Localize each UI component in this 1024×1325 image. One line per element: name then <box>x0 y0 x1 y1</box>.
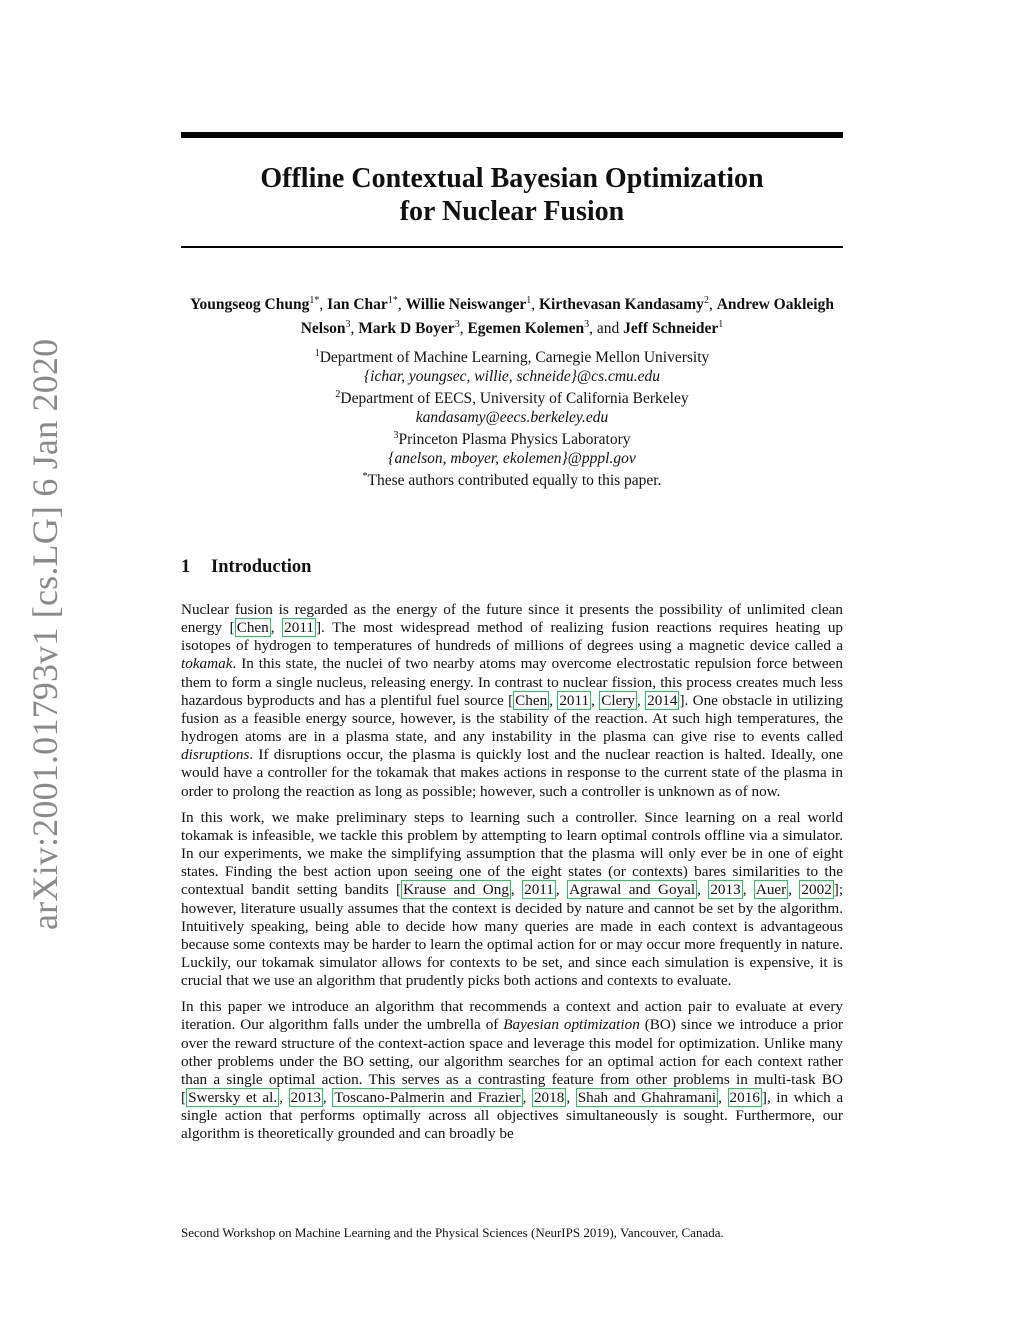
author-separator: , <box>319 296 328 314</box>
citation-link[interactable]: Clery <box>601 691 635 709</box>
affiliation-mark: 3 <box>393 430 399 442</box>
citation-link[interactable]: 2018 <box>533 1089 565 1107</box>
text-run: , <box>279 1089 289 1107</box>
text-run: , <box>718 1089 728 1107</box>
affiliation-email: {anelson, mboyer, ekolemen}@pppl.gov <box>388 449 636 467</box>
author-affiliation-mark: 1 <box>526 295 532 306</box>
affiliation <box>181 427 843 450</box>
author-name: Mark D Boyer <box>358 320 455 338</box>
author <box>623 320 723 337</box>
author <box>406 296 532 313</box>
author-affiliation-mark: 3 <box>454 319 460 331</box>
affiliation <box>181 386 843 409</box>
text-run: , <box>636 691 646 709</box>
affiliation-email: {ichar, youngsec, willie, schneide}@cs.cmu.edu <box>363 367 661 385</box>
paragraph <box>181 601 843 801</box>
title-top-rule <box>181 132 843 138</box>
citation-link[interactable]: 2016 <box>729 1089 760 1107</box>
citation-link[interactable]: 2011 <box>524 881 554 899</box>
author <box>358 320 459 337</box>
text-run: . If disruptions occur, the plasma is quickly lost and the nuclear reaction is halted. Ideally, one would have a controller for the tokamak that makes actions in response to the current state of the plasma in order to prolong the reaction as long as possible; however, such a controller is unknown as of now. <box>181 746 843 800</box>
author-affiliation-mark: 3 <box>584 319 590 331</box>
author-separator: , <box>531 296 539 314</box>
paper-title <box>181 162 843 228</box>
section-heading <box>181 557 311 578</box>
author-separator: , <box>708 296 717 314</box>
paragraph <box>181 809 843 991</box>
author-affiliation-mark: 1 <box>718 319 724 331</box>
text-run: , <box>788 881 800 899</box>
affiliation <box>181 468 843 491</box>
author-separator: , <box>350 320 359 338</box>
emphasis-text: disruptions <box>181 746 250 764</box>
author-name: Egemen Kolemen <box>467 320 585 338</box>
citation-link[interactable]: 2013 <box>290 1089 321 1107</box>
section-title: Introduction <box>211 557 312 577</box>
citation-link[interactable]: 2013 <box>710 881 741 899</box>
paragraph <box>181 998 843 1143</box>
citation-link[interactable]: 2011 <box>559 691 590 709</box>
arxiv-identifier: arXiv:2001.01793v1 [cs.LG] 6 Jan 2020 <box>25 338 65 930</box>
affiliation-name: Department of Machine Learning, Carnegie Mellon University <box>319 349 710 367</box>
citation-link[interactable]: Chen <box>236 619 269 637</box>
citation-link[interactable]: Krause and Ong <box>403 881 509 899</box>
citation-link[interactable]: Shah and Ghahramani <box>577 1089 717 1107</box>
citation-link[interactable]: Toscano-Palmerin and Frazier <box>334 1089 521 1107</box>
citation-link[interactable]: Swersky et al. <box>188 1089 278 1107</box>
text-run: ]; however, literature usually assumes that the context is decided by nature and cannot be set by the algorithm. Intuitively speaking, being able to decide how many queries are made in each context is advantageous because some contexts may be harder to learn the optimal action for or may occur more frequently in nature. Luckily, our tokamak simulator allows for contexts to be set, and since each simulation is expensive, it is crucial that we use an algorithm that prudently picks both actions and contexts to evaluate. <box>181 881 844 990</box>
title-line-1: Offline Contextual Bayesian Optimization <box>260 163 764 194</box>
author-name: Kirthevasan Kandasamy <box>539 296 704 314</box>
author <box>327 296 398 313</box>
citation-link[interactable]: Auer <box>755 881 787 899</box>
affiliation-name: These authors contributed equally to this paper. <box>367 472 662 490</box>
section-number: 1 <box>181 557 191 577</box>
author-affiliation-mark: 3 <box>345 319 351 331</box>
text-run: ]. The most widespread method of realizing fusion reactions requires heating up isotopes of hydrogen to temperatures of hundreds of millions of degrees using a magnetic device called a <box>181 619 844 655</box>
affiliation-list <box>181 345 843 491</box>
author-name: Youngseog Chung <box>190 296 310 314</box>
author-name: Jeff Schneider <box>623 320 719 338</box>
text-run: . In this state, the nuclei of two nearby atoms may overcome electrostatic repulsion force between them to form a single nucleus, releasing energy. In contrast to nuclear fission, this process creates much less hazardous byproducts and has a plentiful fuel source [ <box>181 655 843 709</box>
citation-link[interactable]: 2011 <box>284 619 314 637</box>
author-name: Willie Neiswanger <box>405 296 527 314</box>
affiliation-mark: 1 <box>314 348 320 359</box>
text-run: , <box>270 619 283 637</box>
text-run: ], in which a single action that performs optimally across all objectives simultaneously is sought. Furthermore, our algorithm is theoretically grounded and can broadly be <box>181 1089 844 1143</box>
text-run: , <box>566 1089 576 1107</box>
author-name: Andrew Oakleigh Nelson <box>300 296 834 338</box>
text-run: Nuclear fusion is regarded as the energy of the future since it presents the possibility of unlimited clean energy [ <box>181 601 843 637</box>
citation-link[interactable]: Chen <box>515 691 548 709</box>
text-run: , <box>322 1089 333 1107</box>
text-run: , <box>549 691 558 709</box>
affiliation-name: Department of EECS, University of California Berkeley <box>340 390 689 408</box>
emphasis-text: tokamak <box>181 655 233 673</box>
author-separator: , <box>397 296 406 314</box>
affiliation-email: kandasamy@eecs.berkeley.edu <box>415 408 609 426</box>
text-run: (BO) since we introduce a prior over the reward structure of the context-action space and leverage this model for optimization. Unlike many other problems under the BO setting, our algorithm searches for an optimal action for each context rather than a single optimal action. This serves as a contrasting feature from other problems in multi-task BO [ <box>181 1016 843 1107</box>
text-run: , <box>742 881 754 899</box>
text-run: , <box>510 881 523 899</box>
text-run: , <box>591 691 600 709</box>
author-affiliation-mark: 2 <box>703 295 709 306</box>
author-list <box>181 291 843 339</box>
text-run: , <box>522 1089 532 1107</box>
venue-footnote: Second Workshop on Machine Learning and the Physical Sciences (NeurIPS 2019), Vancouver, Canada. <box>181 1225 724 1240</box>
body-text <box>181 601 843 1152</box>
affiliation-name: Princeton Plasma Physics Laboratory <box>398 431 631 449</box>
emphasis-text: Bayesian optimization <box>503 1016 640 1034</box>
text-run: In this work, we make preliminary steps to learning such a controller. Since learning on a real world tokamak is infeasible, we tackle this problem by attempting to learn optimal controls offline via a simulator. In our experiments, we make the simplifying assumption that the plasma will only ever be in one of eight states. Finding the best action upon seeing one of the eight states (or contexts) bares similarities to the contextual bandit setting bandits [ <box>181 808 843 899</box>
author <box>467 320 589 337</box>
title-line-2: for Nuclear Fusion <box>399 196 625 227</box>
author-affiliation-mark: 1* <box>387 295 398 306</box>
citation-link[interactable]: 2014 <box>647 691 678 709</box>
title-bottom-rule <box>181 246 843 248</box>
author-affiliation-mark: 1* <box>309 295 320 306</box>
text-run: , <box>697 881 709 899</box>
author-name: Ian Char <box>327 296 388 314</box>
text-run: In this paper we introduce an algorithm that recommends a context and action pair to evaluate at every iteration. Our algorithm falls under the umbrella of <box>181 998 843 1034</box>
author-separator: , and <box>589 320 624 338</box>
citation-link[interactable]: 2002 <box>801 881 832 899</box>
affiliation-mark: * <box>362 471 368 483</box>
citation-link[interactable]: Agrawal and Goyal <box>569 881 696 899</box>
author <box>190 296 319 313</box>
author-separator: , <box>459 320 468 338</box>
affiliation <box>181 345 843 368</box>
text-run: , <box>555 881 568 899</box>
text-run: ]. One obstacle in utilizing fusion as a feasible energy source, however, is the stability of the reaction. At such high temperatures, the hydrogen atoms are in a plasma state, and any instability in the plasma can give rise to events called <box>181 691 844 746</box>
author <box>539 296 709 313</box>
affiliation-mark: 2 <box>335 389 341 401</box>
